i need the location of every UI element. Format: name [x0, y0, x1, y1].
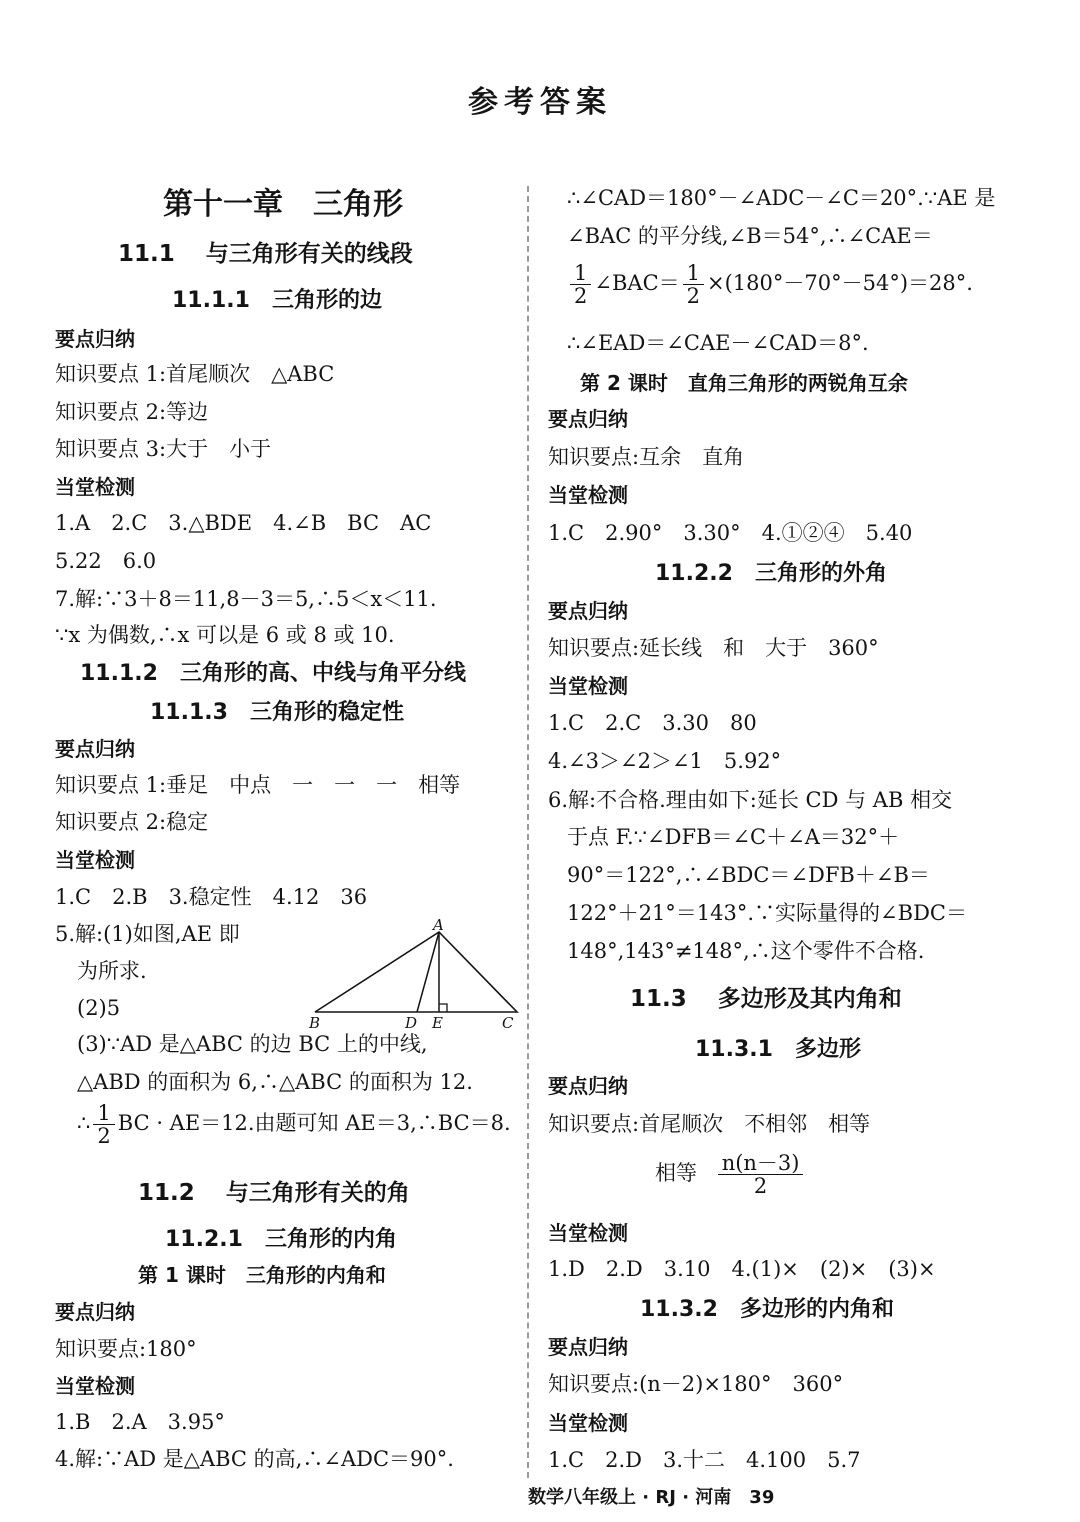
fraction-denominator: 2	[97, 1124, 111, 1149]
answer-line: 5.解:(1)如图,AE 即	[55, 922, 240, 946]
answer-line-fraction	[77, 1102, 511, 1147]
answer-line: 1.C 2.B 3.稳定性 4.12 36	[55, 885, 368, 909]
classroom-test-label: 当堂检测	[548, 1221, 628, 1245]
fraction-one-half	[683, 262, 704, 307]
lesson-heading: 第 1 课时 三角形的内角和	[138, 1263, 386, 1287]
answer-line: △ABD 的面积为 6,∴△ABC 的面积为 12.	[77, 1070, 473, 1094]
answer-line: 5.22 6.0	[55, 549, 157, 573]
answer-line: ∴∠EAD＝∠CAE－∠CAD＝8°.	[567, 331, 869, 355]
key-point-line: 知识要点:互余 直角	[548, 445, 745, 469]
answer-line: 122°＋21°＝143°.∵实际量得的∠BDC＝	[567, 901, 967, 925]
classroom-test-label: 当堂检测	[55, 1374, 135, 1398]
answer-line: 于点 F.∵∠DFB＝∠C＋∠A＝32°＋	[567, 825, 900, 849]
key-point-line: 知识要点 1:首尾顺次 △ABC	[55, 362, 335, 386]
classroom-test-label: 当堂检测	[55, 475, 135, 499]
key-point-line: 知识要点 2:等边	[55, 400, 209, 424]
vertex-label-c: C	[502, 1014, 514, 1030]
answer-text: ×(180°－70°－54°)＝28°.	[707, 271, 973, 296]
classroom-test-label: 当堂检测	[55, 848, 135, 872]
key-points-label: 要点归纳	[548, 1335, 628, 1359]
answer-line: (3)∵AD 是△ABC 的边 BC 上的中线,	[77, 1032, 428, 1056]
page-footer: 数学八年级上 · RJ · 河南 39	[528, 1487, 775, 1508]
classroom-test-label: 当堂检测	[548, 483, 628, 507]
answer-text: BC · AE＝12.由题可知 AE＝3,∴BC＝8.	[117, 1111, 511, 1136]
answer-line: ∠BAC 的平分线,∠B＝54°,∴∠CAE＝	[567, 224, 933, 248]
page-title: 参考答案	[468, 85, 612, 120]
fraction-one-half	[93, 1102, 114, 1147]
section-heading-11-3: 11.3 多边形及其内角和	[630, 986, 902, 1012]
fraction-numerator: n(n－3)	[718, 1152, 804, 1175]
key-point-line: 知识要点 3:大于 小于	[55, 437, 272, 461]
key-point-line: 知识要点:180°	[55, 1337, 197, 1361]
key-points-label: 要点归纳	[55, 737, 135, 761]
section-heading-11-2: 11.2 与三角形有关的角	[138, 1180, 410, 1206]
answer-text: ∠BAC＝	[594, 271, 680, 296]
fraction-denominator: 2	[686, 284, 701, 309]
subsection-heading-11-1-1: 11.1.1 三角形的边	[172, 288, 382, 313]
therefore-symbol: ∴	[77, 1111, 91, 1136]
chapter-heading: 第十一章 三角形	[163, 187, 403, 222]
key-point-line: 知识要点:(n－2)×180° 360°	[548, 1372, 844, 1396]
answer-line: 为所求.	[77, 959, 147, 983]
key-points-label: 要点归纳	[548, 599, 628, 623]
answer-line: 6.解:不合格.理由如下:延长 CD 与 AB 相交	[548, 788, 953, 812]
fraction-one-half	[570, 262, 591, 307]
answer-line: 1.C 2.C 3.30 80	[548, 711, 757, 735]
key-point-line: 知识要点 2:稳定	[55, 810, 209, 834]
vertex-label-b: B	[309, 1014, 321, 1030]
key-point-line: 知识要点 1:垂足 中点 一 一 一 相等	[55, 773, 461, 797]
fraction-numerator: 1	[570, 262, 591, 285]
triangle-figure	[305, 918, 527, 1030]
key-points-label: 要点归纳	[55, 327, 135, 351]
point-label-d: D	[405, 1014, 418, 1030]
answer-line: 1.A 2.C 3.△BDE 4.∠B BC AC	[55, 511, 432, 535]
answer-text: 相等	[655, 1161, 697, 1186]
key-point-line: 知识要点:首尾顺次 不相邻 相等	[548, 1112, 871, 1136]
answer-line: 4.∠3＞∠2＞∠1 5.92°	[548, 749, 782, 773]
fraction-numerator: 1	[93, 1102, 114, 1125]
fraction-diagonal-formula	[718, 1152, 804, 1197]
point-label-e: E	[432, 1014, 443, 1030]
section-heading-11-1: 11.1 与三角形有关的线段	[118, 241, 413, 267]
key-points-label: 要点归纳	[548, 1074, 628, 1098]
fraction-numerator: 1	[683, 262, 704, 285]
answer-line-fraction	[567, 262, 973, 307]
classroom-test-label: 当堂检测	[548, 1411, 628, 1435]
fraction-denominator: 2	[574, 284, 588, 309]
answer-line: 1.C 2.D 3.十二 4.100 5.7	[548, 1448, 861, 1472]
key-point-line-fraction	[655, 1152, 806, 1197]
subsection-heading-11-3-1: 11.3.1 多边形	[695, 1037, 861, 1062]
answer-line: (2)5	[77, 996, 121, 1020]
subsection-heading-11-1-2: 11.1.2 三角形的高、中线与角平分线	[80, 661, 466, 686]
answer-line: ∵x 为偶数,∴x 可以是 6 或 8 或 10.	[55, 623, 395, 647]
key-points-label: 要点归纳	[55, 1300, 135, 1324]
answer-line: 4.解:∵AD 是△ABC 的高,∴∠ADC＝90°.	[55, 1447, 454, 1471]
key-point-line: 知识要点:延长线 和 大于 360°	[548, 636, 879, 660]
subsection-heading-11-1-3: 11.1.3 三角形的稳定性	[150, 700, 404, 725]
answer-line: 1.C 2.90° 3.30° 4.①②④ 5.40	[548, 521, 913, 545]
answer-line: 1.B 2.A 3.95°	[55, 1410, 225, 1434]
answer-line: 1.D 2.D 3.10 4.(1)× (2)× (3)×	[548, 1257, 936, 1281]
column-divider	[527, 186, 529, 1478]
key-points-label: 要点归纳	[548, 407, 628, 431]
classroom-test-label: 当堂检测	[548, 674, 628, 698]
subsection-heading-11-2-1: 11.2.1 三角形的内角	[165, 1227, 397, 1252]
subsection-heading-11-3-2: 11.3.2 多边形的内角和	[640, 1297, 894, 1322]
fraction-denominator: 2	[753, 1174, 768, 1199]
answer-line: ∴∠CAD＝180°－∠ADC－∠C＝20°.∵AE 是	[567, 186, 996, 210]
lesson-heading: 第 2 课时 直角三角形的两锐角互余	[580, 371, 908, 395]
answer-line: 7.解:∵3＋8＝11,8－3＝5,∴5＜x＜11.	[55, 587, 437, 611]
answer-line: 90°＝122°,∴∠BDC＝∠DFB＋∠B＝	[567, 863, 930, 887]
answer-line: 148°,143°≠148°,∴这个零件不合格.	[567, 939, 925, 963]
vertex-label-a: A	[433, 918, 444, 934]
subsection-heading-11-2-2: 11.2.2 三角形的外角	[655, 561, 887, 586]
